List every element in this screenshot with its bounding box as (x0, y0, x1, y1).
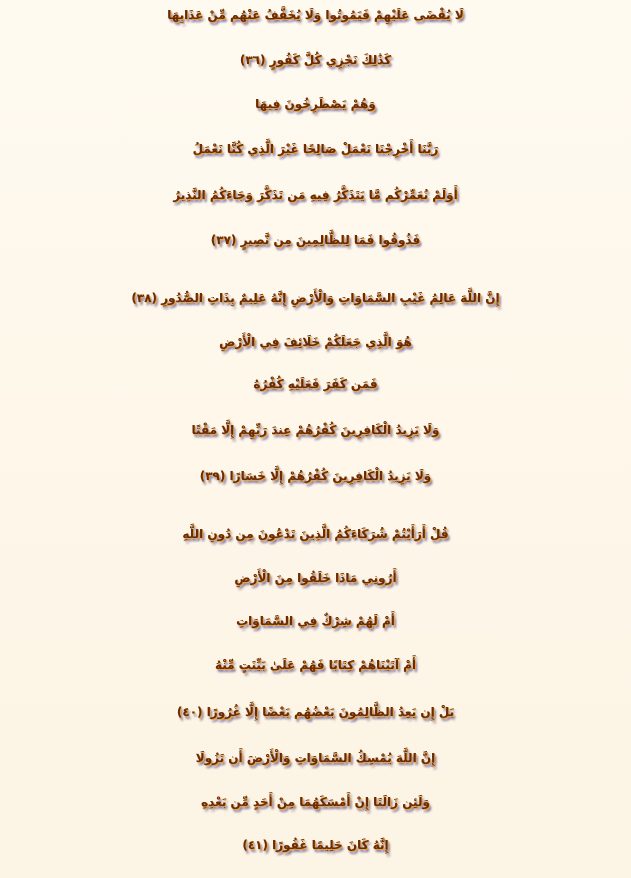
verse-line-19: إِنَّهُ كَانَ حَلِيمًا غَفُورًا (٤١) (242, 838, 389, 852)
verse-line-2: كَذَٰلِكَ نَجْزِي كُلَّ كَفُورٍ (٣٦) (239, 53, 392, 67)
verse-line-3: وَهُمْ يَصْطَرِخُونَ فِيهَا (255, 97, 376, 111)
verse-line-8: هُوَ الَّذِي جَعَلَكُمْ خَلَائِفَ فِي الْأَرْضِ (219, 335, 412, 349)
verse-line-4: رَبَّنَا أَخْرِجْنَا نَعْمَلْ صَالِحًا غَيْرَ الَّذِي كُنَّا نَعْمَلُ (192, 142, 439, 156)
verse-line-7: إِنَّ اللَّهَ عَالِمُ غَيْبِ السَّمَاوَاتِ وَالْأَرْضِ إِنَّهُ عَلِيمٌ بِذَاتِ الصُّدُورِ (٣٨) (131, 291, 500, 305)
verse-line-13: أَرُونِي مَاذَا خَلَقُوا مِنَ الْأَرْضِ (234, 571, 397, 585)
verse-line-12: قُلْ أَرَأَيْتُمْ شُرَكَاءَكُمُ الَّذِينَ تَدْعُونَ مِن دُونِ اللَّهِ (182, 527, 449, 541)
verse-line-14: أَمْ لَهُمْ شِرْكٌ فِي السَّمَاوَاتِ (236, 614, 395, 628)
verse-line-11: وَلَا يَزِيدُ الْكَافِرِينَ كُفْرُهُمْ إِلَّا خَسَارًا (٣٩) (199, 469, 432, 483)
verse-line-5: أَوَلَمْ نُعَمِّرْكُم مَّا يَتَذَكَّرُ فِيهِ مَن تَذَكَّرَ وَجَاءَكُمُ النَّذِيرُ (173, 188, 458, 202)
verse-line-17: إِنَّ اللَّهَ يُمْسِكُ السَّمَاوَاتِ وَالْأَرْضَ أَن تَزُولَا (195, 751, 436, 765)
verse-line-9: فَمَن كَفَرَ فَعَلَيْهِ كُفْرُهُ (253, 377, 378, 391)
verse-line-18: وَلَئِن زَالَتَا إِنْ أَمْسَكَهُمَا مِنْ أَحَدٍ مِّن بَعْدِهِ (201, 795, 430, 809)
verse-line-6: فَذُوقُوا فَمَا لِلظَّالِمِينَ مِن نَّصِيرٍ (٣٧) (210, 233, 421, 247)
verse-line-10: وَلَا يَزِيدُ الْكَافِرِينَ كُفْرُهُمْ عِندَ رَبِّهِمْ إِلَّا مَقْتًا (191, 423, 440, 437)
verse-line-1: لَا يُقْضَى عَلَيْهِمْ فَيَمُوتُوا وَلَا يُخَفَّفُ عَنْهُم مِّنْ عَذَابِهَا (167, 8, 464, 22)
verse-line-16: بَلْ إِن يَعِدُ الظَّالِمُونَ بَعْضُهُم بَعْضًا إِلَّا غُرُورًا (٤٠) (176, 705, 455, 719)
verse-line-15: أَمْ آتَيْنَاهُمْ كِتَابًا فَهُمْ عَلَىٰ بَيِّنَتٍ مِّنْهُ (214, 658, 417, 672)
